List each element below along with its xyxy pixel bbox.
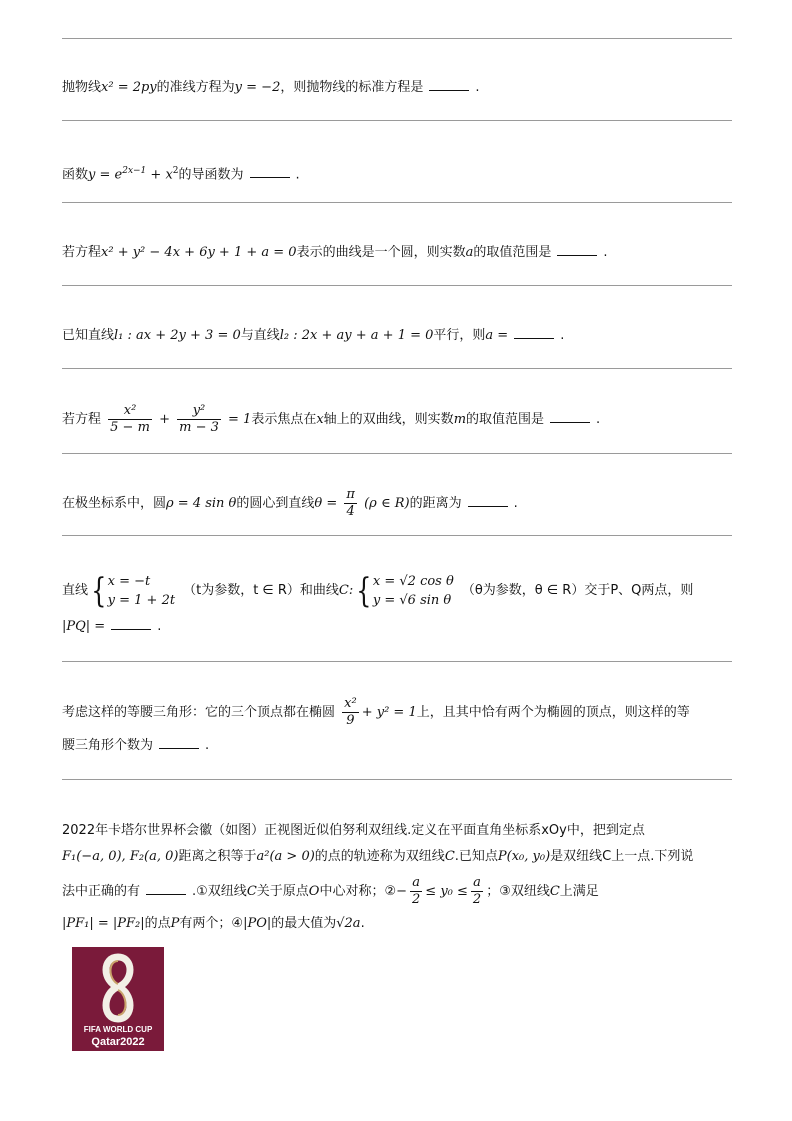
fraction: $\frac{\text{x²}}{9}$ — [344, 696, 357, 728]
answer-blank[interactable] — [111, 617, 151, 630]
fraction: $\frac{a}{2}$ — [472, 875, 482, 907]
answer-blank[interactable] — [429, 78, 469, 91]
question-5: 若方程 $\frac{\text{x²}}{5 - m}$ + $\frac{\text{y²}}{m - 3}$ = 1表示焦点在x轴上的双曲线，则实数m的取值范围是 . — [62, 403, 601, 435]
answer-blank[interactable] — [146, 882, 186, 895]
answer-blank[interactable] — [468, 494, 508, 507]
answer-blank[interactable] — [250, 165, 290, 178]
left-brace: { — [356, 570, 372, 611]
logo-line-2: Qatar2022 — [91, 1036, 145, 1048]
curve-equations: x = √2 cos θ y = √6 sin θ — [372, 573, 454, 608]
bernoulli-lemniscate-icon — [72, 947, 164, 1027]
fraction: $\frac{\text{x²}}{5 - m}$ — [110, 403, 150, 435]
question-9: 2022年卡塔尔世界杯会徽（如图）正视图近似伯努利双纽线.定义在平面直角坐标系xOy中，把到定点 F₁(−a, 0), F₂(a, 0)距离之积等于a²(a > 0)的点的轨迹称为双纽线C.已知点P(x₀, y₀)是双纽线C上一点.下列说 法中正确的有 .①双纽线C关于原点O中心对称；②− $\frac{a}{2}$ ≤ y₀ ≤ $\frac{a}{2}$ ；③双纽线C上满足 |PF₁| = |PF₂|的点P有两个；④|PO|的最大值为√2a. — [62, 823, 694, 931]
divider — [62, 453, 732, 454]
divider — [62, 38, 732, 39]
fraction: $\frac{\text{y²}}{m - 3}$ — [179, 403, 219, 435]
answer-blank[interactable] — [550, 410, 590, 423]
divider — [62, 120, 732, 121]
answer-blank[interactable] — [514, 326, 554, 339]
divider — [62, 535, 732, 536]
divider — [62, 285, 732, 286]
divider — [62, 779, 732, 780]
question-8: 考虑这样的等腰三角形：它的三个顶点都在椭圆 $\frac{\text{x²}}{9}$ + y² = 1上，且其中恰有两个为椭圆的顶点，则这样的等 腰三角形个数为 . — [62, 696, 690, 753]
question-1: 抛物线x² = 2py的准线方程为y = −2，则抛物线的标准方程是 . — [62, 80, 480, 95]
question-4: 已知直线l₁ : ax + 2y + 3 = 0与直线l₂ : 2x + ay + a + 1 = 0平行，则a = . — [62, 328, 565, 343]
answer-blank[interactable] — [159, 736, 199, 749]
fraction: $\frac{a}{2}$ — [412, 875, 421, 907]
answer-blank[interactable] — [557, 243, 597, 256]
line-equations: x = −t y = 1 + 2t — [107, 573, 176, 608]
divider — [62, 661, 732, 662]
question-2: 函数$y = e^{2x-1} + x^2$的导函数为 . — [62, 166, 300, 183]
left-brace: { — [91, 570, 107, 611]
world-cup-emblem-image — [72, 947, 164, 1051]
question-3: 若方程x² + y² − 4x + 6y + 1 + a = 0表示的曲线是一个圆，则实数a的取值范围是 . — [62, 245, 608, 260]
question-7: 直线{ x = −t y = 1 + 2t （t为参数，t ∈ R）和曲线C:{ x = √2 cos θ y = √6 sin θ （θ为参数，θ ∈ R）交于P、Q两点，则 |PQ| = . — [62, 570, 694, 634]
logo-line-1: FIFA WORLD CUP — [83, 1025, 153, 1034]
divider — [62, 368, 732, 369]
divider — [62, 202, 732, 203]
fraction: $\frac{\pi}{4}$ — [346, 487, 355, 519]
question-6: 在极坐标系中，圆ρ = 4 sin θ的圆心到直线θ = $\frac{\pi}{4}$ (ρ ∈ R)的距离为 . — [62, 487, 518, 519]
